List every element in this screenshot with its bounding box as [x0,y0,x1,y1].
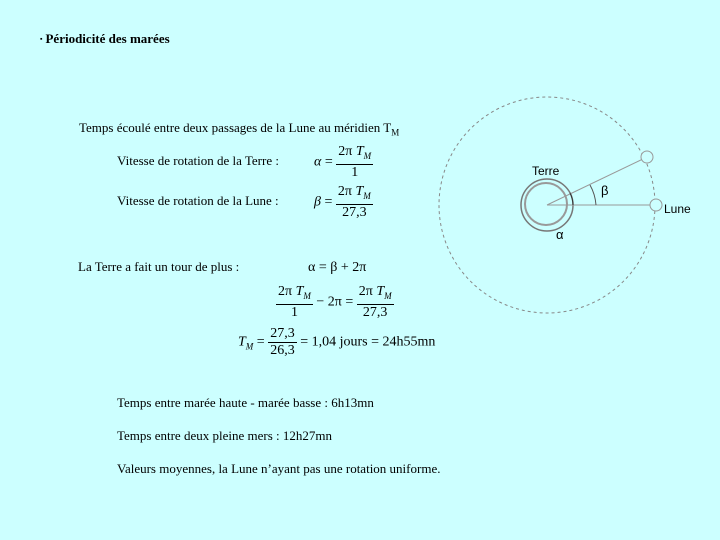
note-tide-half: Temps entre marée haute - marée basse : 6h13mn [117,395,374,410]
bullet-icon: ▪ [40,35,43,43]
earth-inner-circle [525,183,567,225]
alpha-symbol: α [314,154,322,170]
rhs-fraction: $\frac{2\pi T_M}{27,3}$ [358,284,392,320]
intro-subscript: M [391,127,400,138]
moon-label: Lune [664,202,691,216]
intro-line [79,120,399,138]
result-value: = 1,04 jours = 24h55mn [300,334,436,350]
alpha-label: α [556,227,564,242]
equals-sign: = [324,194,333,210]
note-average: Valeurs moyennes, la Lune n’ayant pas une rotation uniforme. [117,461,441,476]
note-tide-full: Temps entre deux pleine mers : 12h27mn [117,428,332,443]
moon-rotation-label: Vitesse de rotation de la Lune : [117,193,279,208]
beta-fraction: $\frac{2\pi T_M}{27,3}$ [337,184,371,220]
extra-turn-label: La Terre a fait un tour de plus : [78,259,240,274]
beta-label: β [601,183,609,198]
moon-previous-icon [641,151,653,163]
minus-two-pi: − 2π = [316,294,354,310]
beta-formula [314,184,373,221]
orbit-diagram [430,85,720,340]
moon-icon [650,199,662,211]
beta-symbol: β [314,194,321,210]
moon-new-direction-line [547,157,647,205]
equation-line [276,284,394,321]
earth-rotation-label: Vitesse de rotation de la Terre : [117,153,279,168]
intro-text: Temps écoulé entre deux passages de la Lune au méridien T [79,120,392,135]
result-line: $T_M$ = $\frac{27,3}{26,3}$ = 1,04 jours = 24h55mn [238,326,436,358]
earth-label: Terre [532,164,560,178]
equals-sign: = [324,154,333,170]
alpha-fraction: $\frac{2\pi T_M}{1}$ [338,144,372,180]
beta-arc [590,185,596,205]
result-fraction: $\frac{27,3}{26,3}$ [270,326,295,358]
slide-title [40,31,170,47]
alpha-formula [314,144,373,181]
title-text: Périodicité des marées [45,31,170,46]
relation-formula: α = β + 2π [308,260,367,275]
lhs-fraction: $\frac{2\pi T_M}{1}$ [278,284,311,320]
